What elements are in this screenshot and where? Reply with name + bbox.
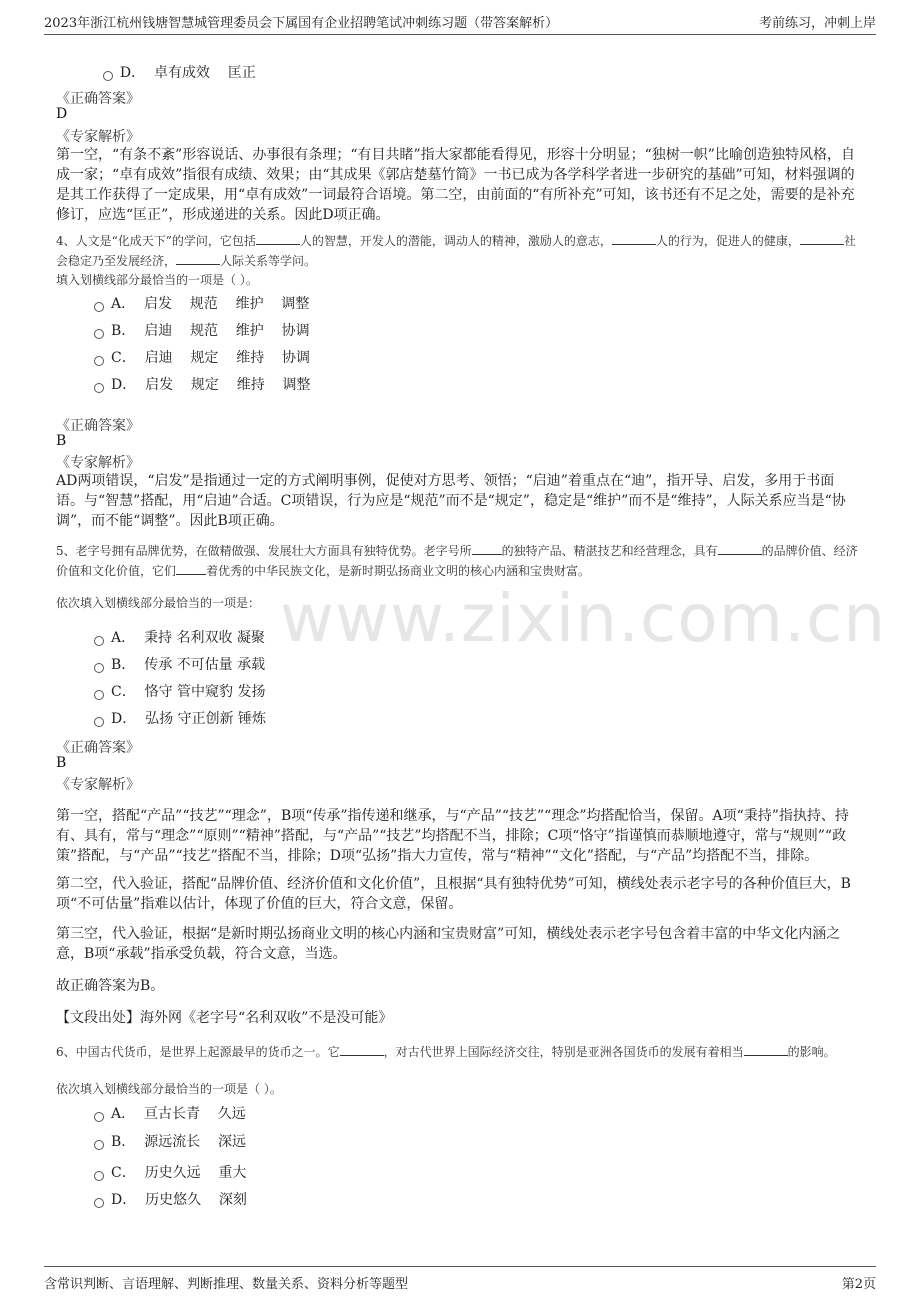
q5-stem-part: 着优秀的中华民族文化，是新时期弘扬商业文明的核心内涵和宝贵财富。	[206, 564, 591, 578]
q4-option-a[interactable]	[94, 293, 309, 313]
q5-stem-part: 的品牌价值、经济价值和文化价值，它们	[56, 544, 858, 578]
option-label: D． 弘扬 守正创新 锤炼	[111, 711, 267, 727]
q3-answer: D	[56, 106, 68, 122]
q5-stem-part: 的独特产品、精湛技艺和经营理念，具有	[501, 544, 718, 558]
radio-icon[interactable]	[94, 356, 104, 366]
page-footer	[44, 1266, 876, 1291]
document-title: 2023年浙江杭州钱塘智慧城管理委员会下属国有企业招聘笔试冲刺练习题（带答案解析）	[44, 16, 559, 31]
q6-stem	[56, 1042, 864, 1062]
blank-line	[340, 1055, 384, 1056]
q4-option-c[interactable]	[94, 347, 310, 367]
q5-analysis-label: 《专家解析》	[56, 777, 140, 793]
radio-icon[interactable]	[94, 663, 104, 673]
option-label: C． 启迪 规定 维持 协调	[111, 350, 311, 366]
option-label: B． 传承 不可估量 承载	[111, 657, 266, 673]
option-label: A． 启发 规范 维护 调整	[111, 296, 310, 312]
radio-icon[interactable]	[94, 329, 104, 339]
q4-option-b[interactable]	[94, 320, 310, 340]
q4-stem-part: 人的智慧，开发人的潜能，调动人的精神，激励人的意志，	[299, 234, 612, 248]
q4-answer: B	[56, 433, 67, 449]
q5-analysis-paragraph-2: 第二空，代入验证，搭配“品牌价值、经济价值和文化价值”，且根据“具有独特优势”可知，横线处表示老字号的各种价值巨大，B项“不可估量”指难以估计，体现了价值的巨大，符合文意，保留。	[56, 876, 851, 912]
page-header	[44, 10, 876, 35]
option-label: B． 源远流长 深远	[111, 1134, 246, 1150]
option-label: C． 历史久远 重大	[111, 1165, 247, 1181]
q4-stem-part: 人的行为，促进人的健康，	[655, 234, 800, 248]
radio-icon[interactable]	[94, 1140, 104, 1150]
radio-icon[interactable]	[94, 1112, 104, 1122]
q6-option-c[interactable]	[94, 1162, 246, 1182]
q5-conclusion: 故正确答案为B。	[56, 978, 165, 994]
q5-instruction: 依次填入划横线部分最恰当的一项是：	[56, 596, 261, 610]
option-label: D． 历史悠久 深刻	[111, 1192, 247, 1208]
q5-analysis-paragraph-1: 第一空，搭配“产品”“技艺”“理念”，B项“传承”指传递和继承，与“产品”“技艺”“理念”均搭配恰当，保留。A项“秉持”指执持、持有、具有，常与“理念”“原则”“精神”搭配，与“产品”“技艺”均搭配不当，排除；C项“恪守”指谨慎而恭顺地遵守，常与“规则”“政策”搭配，与“产品”“技艺”搭配不当，排除；D项“弘扬”指大力宣传，常与“精神”“文化”搭配，与“产品”均搭配不当，排除。	[56, 808, 849, 864]
blank-line	[176, 264, 220, 265]
q4-analysis: AD两项错误，“启发”是指通过一定的方式阐明事例，促使对方思考、领悟；“启迪”着重点在“迪”，指开导、启发，多用于书面语。与“智慧”搭配，用“启迪”合适。C项错误，行为应是“规范”而不是“规定”，稳定是“维护”而不是“维持”，人际关系应当是“协调”，而不能“调整”。因此B项正确。	[56, 473, 846, 529]
q4-instruction: 填入划横线部分最恰当的一项是（ ）。	[56, 273, 258, 287]
q4-stem-part: 4、人文是“化成天下”的学问，它包括	[56, 234, 256, 248]
q4-answer-label: 《正确答案》	[56, 418, 140, 434]
blank-line	[472, 554, 502, 555]
radio-icon[interactable]	[94, 717, 104, 727]
radio-icon[interactable]	[94, 1171, 104, 1181]
radio-icon[interactable]	[94, 302, 104, 312]
radio-icon[interactable]	[94, 636, 104, 646]
q5-answer: B	[56, 755, 67, 771]
q6-stem-part: ，对古代世界上国际经济交往，特别是亚洲各国货币的发展有着相当	[383, 1045, 744, 1059]
footer-description: 含常识判断、言语理解、判断推理、数量关系、资料分析等题型	[44, 1277, 409, 1292]
q3-answer-label: 《正确答案》	[56, 91, 140, 107]
q5-analysis-paragraph-3: 第三空，代入验证，根据“是新时期弘扬商业文明的核心内涵和宝贵财富”可知，横线处表示老字号包含着丰富的中华文化内涵之意，B项“承载”指承受负载，符合文意，当选。	[56, 926, 841, 962]
q4-option-d[interactable]	[94, 374, 311, 394]
q5-stem	[56, 541, 864, 581]
q6-option-d[interactable]	[94, 1189, 247, 1209]
q5-option-a[interactable]	[94, 627, 265, 647]
radio-icon[interactable]	[94, 1198, 104, 1208]
q6-option-b[interactable]	[94, 1131, 246, 1151]
radio-icon[interactable]	[94, 690, 104, 700]
q5-source: 【文段出处】海外网《老字号“名利双收”不是没可能》	[56, 1010, 393, 1026]
q3-analysis-label: 《专家解析》	[56, 129, 140, 145]
q4-stem	[56, 231, 864, 271]
blank-line	[800, 244, 844, 245]
q5-option-d[interactable]	[94, 708, 266, 728]
option-label: A． 亘古长青 久远	[111, 1106, 246, 1122]
blank-line	[176, 574, 206, 575]
blank-line	[718, 554, 762, 555]
q5-option-b[interactable]	[94, 654, 265, 674]
blank-line	[612, 244, 656, 245]
q6-instruction: 依次填入划横线部分最恰当的一项是（ ）。	[56, 1082, 282, 1096]
q3-option-d-label: D． 卓有成效 匡正	[119, 65, 256, 81]
q3-option-d[interactable]	[94, 46, 256, 82]
q4-stem-part: 人际关系等学问。	[220, 254, 317, 268]
q6-option-a[interactable]	[94, 1103, 246, 1123]
radio-icon[interactable]	[94, 383, 104, 393]
option-label: D． 启发 规定 维持 调整	[111, 377, 311, 393]
header-slogan: 考前练习，冲刺上岸	[758, 16, 876, 31]
q5-stem-part: 5、老字号拥有品牌优势，在做精做强、发展壮大方面具有独特优势。老字号所	[56, 544, 472, 558]
blank-line	[256, 244, 300, 245]
q4-analysis-label: 《专家解析》	[56, 455, 140, 471]
q4-stem-part: 社会稳定乃至发展经济，	[56, 234, 856, 268]
page-number: 第2页	[841, 1277, 876, 1292]
option-label: A． 秉持 名利双收 凝聚	[111, 630, 265, 646]
blank-line	[744, 1055, 788, 1056]
option-label: B． 启迪 规范 维护 协调	[111, 323, 310, 339]
q3-analysis: 第一空，“有条不紊”形容说话、办事很有条理；“有目共睹”指大家都能看得见，形容十分明显；“独树一帜”比喻创造独特风格，自成一家；“卓有成效”指很有成绩、效果；由“其成果《郭店楚墓竹简》一书已成为各学科学者进一步研究的基础”可知，材料强调的是其工作获得了一定成果，用“卓有成效”一词最符合语境。第二空，由前面的“有所补充”可知，该书还有不足之处，需要的是补充修订，应选“匡正”，形成递进的关系。因此D项正确。	[56, 147, 855, 223]
q6-stem-part: 的影响。	[787, 1045, 836, 1059]
q5-answer-label: 《正确答案》	[56, 740, 140, 756]
q6-stem-part: 6、中国古代货币，是世界上起源最早的货币之一。它	[56, 1045, 340, 1059]
radio-icon[interactable]	[103, 71, 113, 81]
watermark: www.zixin.com.cn	[280, 580, 887, 657]
q5-option-c[interactable]	[94, 681, 266, 701]
option-label: C． 恪守 管中窥豹 发扬	[111, 684, 266, 700]
